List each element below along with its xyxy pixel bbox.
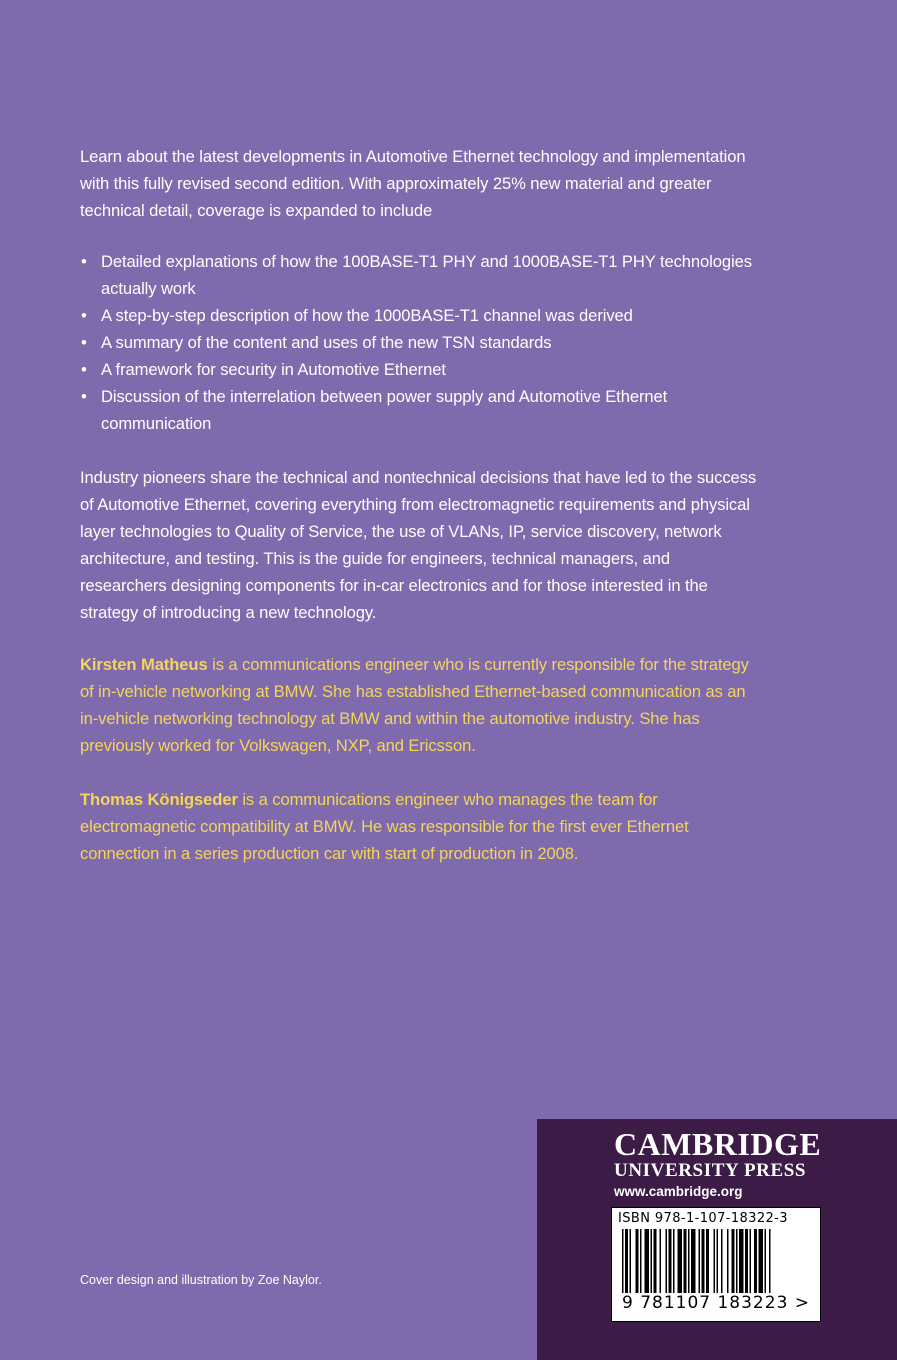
list-item-text: A step-by-step description of how the 1000BASE-T1 channel was derived: [101, 306, 633, 325]
barcode-bar: [769, 1229, 771, 1293]
barcode-bar: [732, 1229, 735, 1293]
barcode-bar: [625, 1229, 628, 1293]
barcode-bar: [736, 1229, 738, 1293]
barcode-bar: [645, 1229, 650, 1293]
barcode-bar: [691, 1229, 696, 1293]
intro-paragraph: Learn about the latest developments in Automotive Ethernet technology and implementation with this fully revised second edition. With approximately 25% new material and greater technical detail, coverage is expanded to include: [80, 147, 746, 220]
author-bio-matheus: [80, 651, 760, 759]
barcode-bar: [759, 1229, 764, 1293]
barcode-bar: [702, 1229, 705, 1293]
publisher-subtitle: UNIVERSITY PRESS: [614, 1160, 807, 1181]
list-item-text: Detailed explanations of how the 100BASE-T1 PHY and 1000BASE-T1 PHY technologies actually work: [101, 252, 752, 298]
barcode-bar: [666, 1229, 668, 1293]
feature-list: [80, 248, 760, 437]
barcode-bar: [750, 1229, 752, 1293]
barcode-bar: [745, 1229, 748, 1293]
barcode-bar: [651, 1229, 653, 1293]
bullet-icon: •: [81, 333, 87, 352]
list-item-text: A framework for security in Automotive Ethernet: [101, 360, 446, 379]
barcode-box: [611, 1207, 821, 1322]
bullet-icon: •: [81, 360, 87, 379]
list-item-text: A summary of the content and uses of the new TSN standards: [101, 333, 552, 352]
list-item: [80, 329, 760, 356]
barcode-bar: [669, 1229, 672, 1293]
barcode-bar: [754, 1229, 757, 1293]
barcode-bar: [699, 1229, 701, 1293]
list-item: [80, 383, 760, 437]
barcode-bar: [678, 1229, 683, 1293]
barcode-bar: [673, 1229, 675, 1293]
industry-paragraph: Industry pioneers share the technical and nontechnical decisions that have led to the success of Automotive Ethernet, covering everything from electromagnetic requirements and physical layer technologies to Quality of Service, the use of VLANs, IP, service discovery, network architecture, and testing. This is the guide for engineers, technical managers, and researchers designing components for in-car electronics and for those interested in the strategy of introducing a new technology.: [80, 468, 757, 622]
barcode-bar: [684, 1229, 687, 1293]
list-item-text: Discussion of the interrelation between power supply and Automotive Ethernet communication: [101, 387, 668, 433]
barcode-bar: [636, 1229, 639, 1293]
barcode-bar: [765, 1229, 767, 1293]
list-item: [80, 302, 760, 329]
barcode-bar: [721, 1229, 723, 1293]
author-name: Thomas Königseder: [80, 790, 238, 809]
cover-credit: Cover design and illustration by Zoe Naylor.: [80, 1273, 322, 1287]
isbn-label: ISBN 978-1-107-18322-3: [618, 1211, 788, 1226]
publisher-panel: [537, 1119, 897, 1360]
barcode-bar: [714, 1229, 716, 1293]
list-item: [80, 248, 760, 302]
barcode-bar: [717, 1229, 719, 1293]
author-bio-koenigseder: [80, 786, 760, 867]
publisher-name: CAMBRIDGE: [614, 1126, 822, 1162]
barcode-bar: [727, 1229, 729, 1293]
barcode-icon: [622, 1229, 810, 1293]
barcode-bar: [706, 1229, 709, 1293]
barcode-digits: 9 781107 183223 >: [621, 1293, 811, 1313]
barcode-bar: [688, 1229, 690, 1293]
barcode-bar: [640, 1229, 642, 1293]
bullet-icon: •: [81, 387, 87, 406]
author-name: Kirsten Matheus: [80, 655, 208, 674]
barcode-bar: [630, 1229, 632, 1293]
list-item: [80, 356, 760, 383]
barcode-bar: [654, 1229, 657, 1293]
bullet-icon: •: [81, 252, 87, 271]
bullet-icon: •: [81, 306, 87, 325]
barcode-bar: [622, 1229, 624, 1293]
author-bio-text: is a communications engineer who is currently responsible for the strategy of in-vehicle networking at BMW. She has established Ethernet-based communication as an in-vehicle networking technology at BMW and within the automotive industry. She has previously worked for Volkswagen, NXP, and Ericsson.: [80, 655, 749, 755]
author-bio-text: is a communications engineer who manages the team for electromagnetic compatibility at BMW. He was responsible for the first ever Ethernet connection in a series production car with start of production in 2008.: [80, 790, 689, 863]
barcode-bar: [660, 1229, 662, 1293]
publisher-url: www.cambridge.org: [614, 1184, 743, 1199]
barcode-bar: [739, 1229, 744, 1293]
